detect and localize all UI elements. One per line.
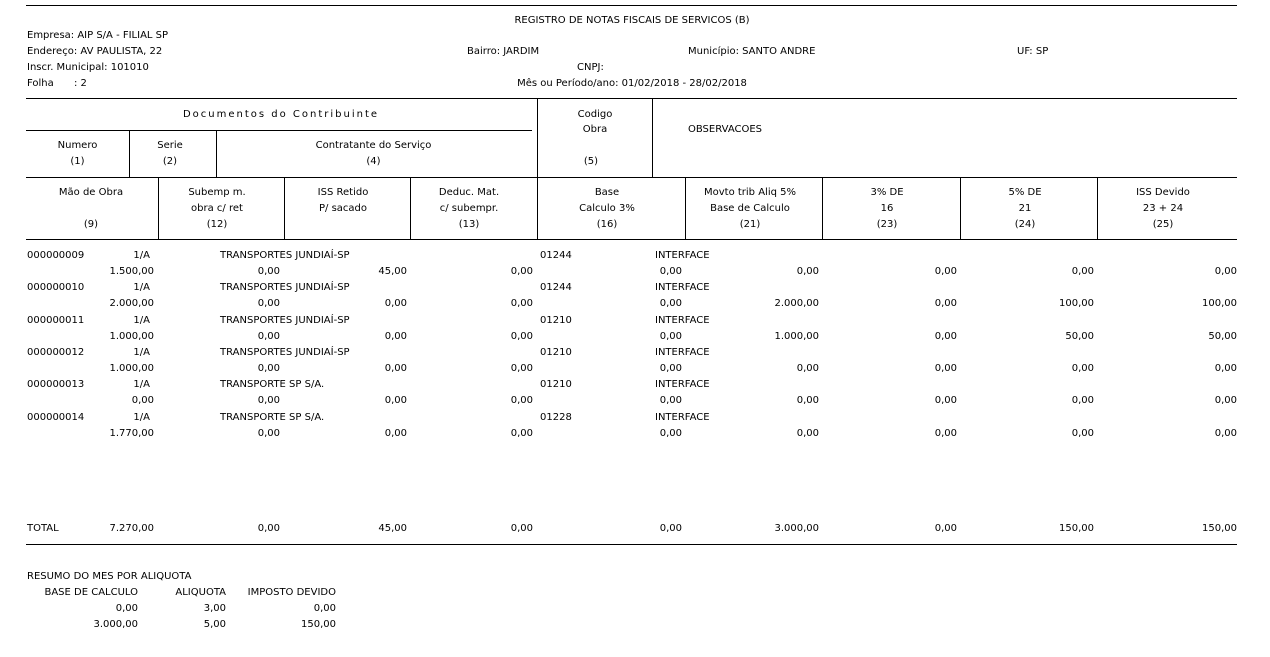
cell-de3: 0,00 — [934, 298, 957, 310]
cell-movto: 1.000,00 — [774, 330, 819, 342]
col-contratante: Contratante do Serviço — [315, 140, 432, 151]
col-5de-2: 21 — [1018, 203, 1032, 214]
col-base-code: (16) — [596, 219, 618, 230]
cell-de5: 0,00 — [1071, 362, 1094, 374]
col-subemp-2: obra c/ ret — [191, 203, 243, 214]
cell-mao: 0,00 — [131, 395, 154, 407]
col-contratante-code: (4) — [366, 156, 381, 167]
cell-obs: INTERFACE — [655, 250, 710, 261]
total-iss-devido: 150,00 — [1202, 523, 1237, 534]
uf: UF: SP — [1017, 46, 1049, 57]
cell-obs: INTERFACE — [655, 282, 710, 294]
cell-subemp: 0,00 — [257, 298, 280, 310]
cell-de3: 0,00 — [934, 395, 957, 407]
cell-codigo: 01210 — [540, 379, 572, 391]
top-rule — [26, 5, 1237, 6]
cell-contratante: TRANSPORTES JUNDIAÍ-SP — [220, 346, 350, 358]
cell-mao: 1.000,00 — [109, 330, 154, 342]
col-obra: Obra — [582, 124, 608, 135]
resumo-base: 3.000,00 — [93, 619, 138, 630]
cell-deduc: 0,00 — [510, 266, 533, 277]
col-serie: Serie — [157, 140, 183, 151]
cell-movto: 2.000,00 — [774, 298, 819, 310]
report-title: REGISTRO DE NOTAS FISCAIS DE SERVICOS (B) — [514, 15, 750, 26]
cell-base: 0,00 — [659, 427, 682, 439]
cell-deduc: 0,00 — [510, 395, 533, 407]
cell-obs: INTERFACE — [655, 379, 710, 391]
total-mao: 7.270,00 — [109, 523, 154, 534]
cell-numero: 000000013 — [27, 379, 85, 391]
header-top-rule — [26, 98, 1237, 99]
cell-mao: 1.770,00 — [109, 427, 154, 439]
cell-contratante: TRANSPORTE SP S/A. — [220, 379, 325, 391]
col-iss-devido-2: 23 + 24 — [1142, 203, 1184, 214]
cell-base: 0,00 — [659, 266, 682, 277]
divider — [129, 130, 130, 178]
cell-subemp: 0,00 — [257, 330, 280, 342]
cell-iss: 0,00 — [384, 395, 407, 407]
total-movto: 3.000,00 — [774, 523, 819, 534]
header-bottom-rule — [26, 239, 1237, 240]
cell-issdev: 0,00 — [1214, 362, 1237, 374]
cell-codigo: 01228 — [540, 411, 572, 423]
col-observacoes: OBSERVACOES — [688, 124, 763, 135]
total-base: 0,00 — [659, 523, 682, 534]
col-movto: Movto trib Aliq 5% — [703, 187, 796, 198]
cell-serie: 1/A — [133, 314, 150, 326]
cnpj: CNPJ: — [577, 62, 604, 73]
col-iss-devido: ISS Devido — [1136, 187, 1190, 198]
cell-contratante: TRANSPORTE SP S/A. — [220, 411, 325, 423]
cell-movto: 0,00 — [796, 395, 819, 407]
col-iss-retido-2: P/ sacado — [318, 203, 367, 214]
col-subemp: Subemp m. — [188, 187, 246, 198]
cell-subemp: 0,00 — [257, 427, 280, 439]
cell-deduc: 0,00 — [510, 298, 533, 310]
total-de5: 150,00 — [1059, 523, 1094, 534]
cell-base: 0,00 — [659, 362, 682, 374]
col-3de: 3% DE — [870, 187, 904, 198]
col-base-2: Calculo 3% — [579, 203, 635, 214]
empresa: Empresa: AIP S/A - FILIAL SP — [27, 30, 169, 41]
col-movto-2: Base de Calculo — [710, 203, 790, 214]
cell-de3: 0,00 — [934, 427, 957, 439]
endereco: Endereço: AV PAULISTA, 22 — [27, 46, 163, 57]
cell-obs: INTERFACE — [655, 411, 710, 423]
cell-iss: 0,00 — [384, 330, 407, 342]
cell-iss: 45,00 — [378, 266, 407, 277]
resumo-imposto: 150,00 — [301, 619, 336, 630]
col-movto-code: (21) — [739, 219, 761, 230]
total-label: TOTAL — [27, 523, 59, 534]
cell-subemp: 0,00 — [257, 266, 280, 277]
cell-issdev: 0,00 — [1214, 395, 1237, 407]
cell-mao: 1.000,00 — [109, 362, 154, 374]
cell-numero: 000000009 — [27, 250, 85, 261]
cell-issdev: 50,00 — [1208, 330, 1237, 342]
cell-deduc: 0,00 — [510, 427, 533, 439]
total-subemp: 0,00 — [257, 523, 280, 534]
cell-obs: INTERFACE — [655, 346, 710, 358]
cell-serie: 1/A — [133, 282, 150, 294]
cell-serie: 1/A — [133, 411, 150, 423]
folha-label: Folha — [27, 78, 54, 89]
cell-codigo: 01210 — [540, 314, 572, 326]
cell-de3: 0,00 — [934, 266, 957, 277]
cell-contratante: TRANSPORTES JUNDIAÍ-SP — [220, 250, 350, 261]
cell-issdev: 0,00 — [1214, 266, 1237, 277]
col-deduc-2: c/ subempr. — [439, 203, 499, 214]
total-iss: 45,00 — [378, 523, 407, 534]
resumo-title: RESUMO DO MES POR ALIQUOTA — [27, 571, 192, 582]
cell-de5: 0,00 — [1071, 427, 1094, 439]
col-codigo: Codigo — [577, 109, 613, 120]
cell-issdev: 100,00 — [1202, 298, 1237, 310]
municipio: Município: SANTO ANDRE — [688, 46, 816, 57]
cell-serie: 1/A — [133, 379, 150, 391]
cell-base: 0,00 — [659, 395, 682, 407]
resumo-base: 0,00 — [115, 603, 138, 614]
cell-codigo: 01210 — [540, 346, 572, 358]
cell-issdev: 0,00 — [1214, 427, 1237, 439]
col-numero-code: (1) — [70, 156, 85, 167]
docs-underline — [26, 130, 532, 131]
resumo-aliquota: 3,00 — [203, 603, 226, 614]
cell-subemp: 0,00 — [257, 362, 280, 374]
bairro: Bairro: JARDIM — [467, 46, 540, 57]
cell-deduc: 0,00 — [510, 362, 533, 374]
col-mao: Mão de Obra — [58, 187, 124, 198]
cell-codigo: 01244 — [540, 250, 572, 261]
col-numero: Numero — [57, 140, 98, 151]
cell-movto: 0,00 — [796, 362, 819, 374]
col-codigo-code: (5) — [583, 156, 599, 167]
col-3de-2: 16 — [880, 203, 894, 214]
header-mid-rule — [26, 177, 1237, 178]
cell-base: 0,00 — [659, 330, 682, 342]
cell-de5: 0,00 — [1071, 266, 1094, 277]
cell-codigo: 01244 — [540, 282, 572, 294]
cell-deduc: 0,00 — [510, 330, 533, 342]
col-mao-code: (9) — [83, 219, 99, 230]
resumo-head-imposto: IMPOSTO DEVIDO — [247, 587, 336, 598]
resumo-aliquota: 5,00 — [203, 619, 226, 630]
col-5de-code: (24) — [1014, 219, 1036, 230]
cell-de5: 100,00 — [1059, 298, 1094, 310]
resumo-head-base: BASE DE CALCULO — [44, 587, 138, 598]
cell-numero: 000000012 — [27, 346, 85, 358]
divider — [652, 98, 653, 178]
cell-de5: 0,00 — [1071, 395, 1094, 407]
cell-contratante: TRANSPORTES JUNDIAÍ-SP — [220, 314, 350, 326]
cell-de5: 50,00 — [1065, 330, 1094, 342]
col-3de-code: (23) — [876, 219, 898, 230]
periodo: Mês ou Período/ano: 01/02/2018 - 28/02/2018 — [517, 78, 747, 89]
cell-de3: 0,00 — [934, 330, 957, 342]
resumo-head-aliquota: ALIQUOTA — [175, 587, 226, 598]
cell-de3: 0,00 — [934, 362, 957, 374]
cell-serie: 1/A — [133, 346, 150, 358]
cell-numero: 000000011 — [27, 314, 85, 326]
col-deduc-code: (13) — [458, 219, 480, 230]
total-rule — [26, 544, 1237, 545]
col-base: Base — [594, 187, 620, 198]
col-subemp-code: (12) — [206, 219, 228, 230]
col-iss-devido-code: (25) — [1152, 219, 1174, 230]
cell-serie: 1/A — [133, 250, 150, 261]
cell-numero: 000000014 — [27, 411, 85, 423]
col-iss-retido: ISS Retido — [317, 187, 369, 198]
cell-base: 0,00 — [659, 298, 682, 310]
cell-subemp: 0,00 — [257, 395, 280, 407]
divider — [216, 130, 217, 178]
inscr-municipal: Inscr. Municipal: 101010 — [27, 62, 149, 73]
cell-mao: 2.000,00 — [109, 298, 154, 310]
cell-iss: 0,00 — [384, 298, 407, 310]
total-deduc: 0,00 — [510, 523, 533, 534]
cell-iss: 0,00 — [384, 362, 407, 374]
total-de3: 0,00 — [934, 523, 957, 534]
folha-value: : 2 — [74, 78, 87, 89]
cell-contratante: TRANSPORTES JUNDIAÍ-SP — [220, 282, 350, 294]
col-deduc: Deduc. Mat. — [438, 187, 500, 198]
cell-movto: 0,00 — [796, 266, 819, 277]
resumo-imposto: 0,00 — [313, 603, 336, 614]
cell-movto: 0,00 — [796, 427, 819, 439]
cell-mao: 1.500,00 — [109, 266, 154, 277]
cell-iss: 0,00 — [384, 427, 407, 439]
docs-title: Documentos do Contribuinte — [182, 109, 380, 120]
col-5de: 5% DE — [1008, 187, 1042, 198]
col-serie-code: (2) — [162, 156, 178, 167]
cell-numero: 000000010 — [27, 282, 85, 294]
cell-obs: INTERFACE — [655, 314, 710, 326]
